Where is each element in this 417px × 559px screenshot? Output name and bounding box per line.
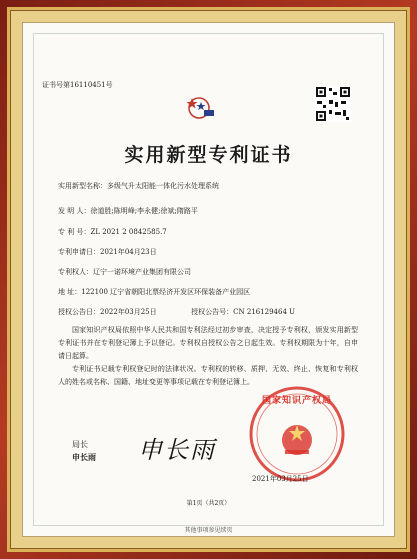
certificate-number: 证书号第16110451号 bbox=[42, 81, 113, 89]
field-patent-number: 专 利 号：ZL 2021 2 0842585.7 bbox=[58, 228, 167, 236]
stamp-text: 国家知识产权局 bbox=[262, 396, 333, 406]
page-number: 第1页（共2页） bbox=[186, 500, 231, 507]
legal-status-paragraph: 专利证书记载专利权登记时的法律状况。专利权的转移、质押、无效、终止、恢复和专利权人的姓名或名称、国籍、地址变更等事项记载在专利登记簿上。 bbox=[58, 365, 358, 386]
certificate-title: 实用新型专利证书 bbox=[124, 144, 293, 166]
field-inventors: 发 明 人：徐道胜;陈明峰;李永健;徐斌;隋路平 bbox=[58, 207, 198, 215]
handwritten-signature: 申长雨 bbox=[138, 436, 216, 464]
field-patentee: 专利权人：辽宁一诺环境产业集团有限公司 bbox=[58, 268, 191, 276]
field-application-date: 专利申请日：2021年04月23日 bbox=[58, 248, 157, 256]
grant-paragraph: 国家知识产权局依照中华人民共和国专利法经过初步审查，决定授予专利权，颁发实用新型专利证书并在专利登记簿上予以登记。专利权自授权公告之日起生效。专利权期限为十年，自申请日起算。 bbox=[58, 326, 358, 360]
cnipa-logo-icon bbox=[180, 92, 218, 122]
field-address: 地 址：122100 辽宁省朝阳北票经济开发区环保装备产业园区 bbox=[58, 288, 251, 296]
stamp-date: 2021年03月25日 bbox=[252, 475, 309, 483]
signer-name: 申长雨 bbox=[72, 452, 96, 462]
field-utility-model-name: 实用新型名称：多级气升太阳能一体化污水处理系统 bbox=[58, 182, 219, 190]
field-grant-info: 授权公告日：2022年03月25日 授权公告号：CN 216129464 U bbox=[58, 308, 296, 316]
signer-title: 局长 bbox=[72, 440, 88, 449]
qr-code-icon bbox=[315, 86, 351, 122]
footer-note: 其他事项参见续页 bbox=[184, 527, 233, 534]
